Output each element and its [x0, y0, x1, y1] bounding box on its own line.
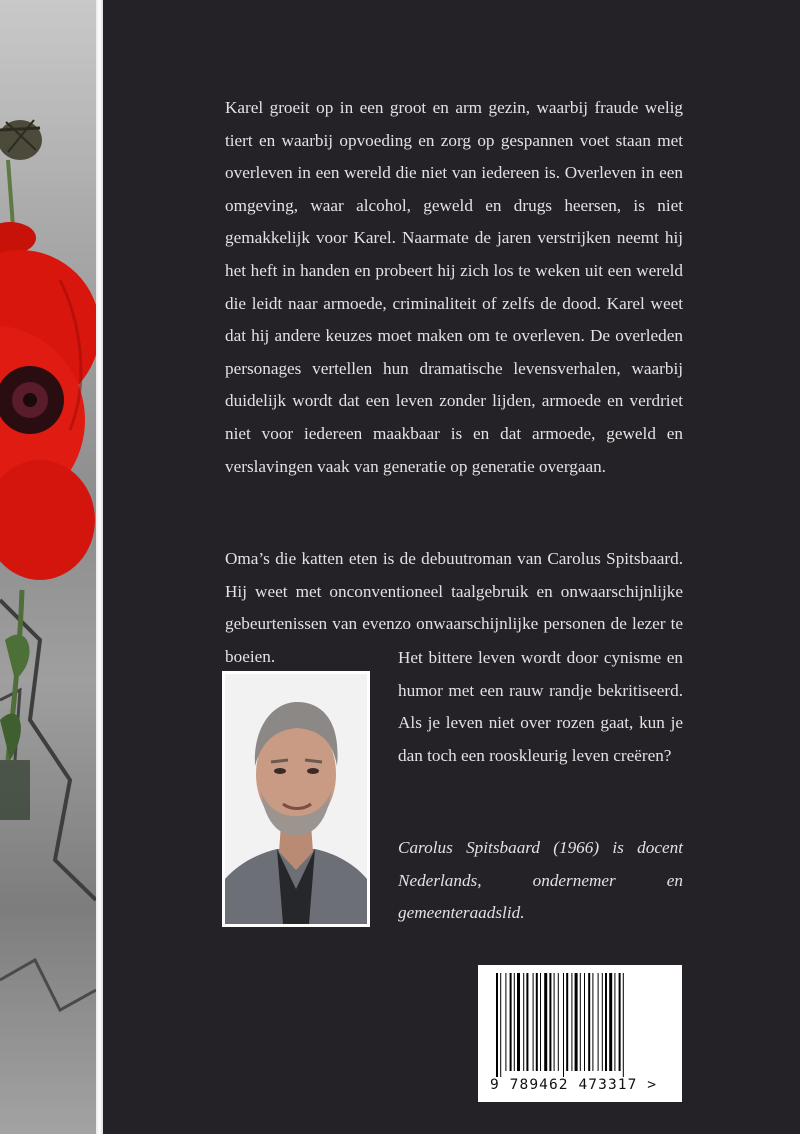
barcode-bar: [614, 973, 615, 1071]
barcode-bar: [609, 973, 612, 1071]
author-portrait-illustration: [225, 674, 367, 924]
barcode-bar: [496, 973, 498, 1077]
barcode-bar: [602, 973, 603, 1071]
description-paragraph-part1: Oma’s die katten eten is de debuutroman van Carolus Spitsbaard. Hij weet met onconventioneel taalgebruik en onwaarschijnlijke gebeurtenissen van evenzo onwaarschijnlijke personen de lezer te boeien.: [225, 549, 683, 666]
barcode-bar: [575, 973, 578, 1071]
poppy-photo-strip: [0, 0, 96, 1134]
barcode-bar: [544, 973, 547, 1071]
barcode-bar: [536, 973, 538, 1071]
barcode-bar: [540, 973, 541, 1071]
barcode-bar: [584, 973, 585, 1071]
barcode-bar: [523, 973, 524, 1071]
barcode-bar: [580, 973, 581, 1071]
barcode-bar: [588, 973, 590, 1071]
barcode-bar: [554, 973, 555, 1071]
barcode-bar: [514, 973, 515, 1071]
barcode-bar: [558, 973, 559, 1071]
barcode-bar: [500, 973, 501, 1077]
blurb-paragraph: Karel groeit op in een groot en arm gezin, waarbij fraude welig tiert en waarbij opvoeding en zorg op gespannen voet staan met overleven in een wereld die niet van iedereen is. Overleven in een omgeving, waar alcohol, geweld en drugs heersen, is niet gemakkelijk voor Karel. Naarmate de jaren verstrijken neemt hij het heft in handen en probeert hij zich los te weken uit een wereld die leidt naar armoede, criminaliteit of zelfs de dood. Karel weet dat hij andere keuzes moet maken om te overleven. De overleden personages vertellen hun dramatische levensverhalen, waarbij duidelijk wordt dat een leven zonder lijden, armoede en verdriet niet voor iedereen maakbaar is en dat armoede, geweld en verslavingen vaak van generatie op generatie overgaan.: [225, 98, 683, 476]
barcode-bar: [598, 973, 599, 1071]
isbn-barcode: [478, 965, 682, 1102]
strip-divider: [96, 0, 103, 1134]
barcode-bar: [563, 973, 564, 1077]
barcode-bar: [623, 973, 624, 1077]
author-photo: [222, 671, 370, 927]
isbn-number: 9 789462 473317 >: [490, 1077, 658, 1093]
description-paragraph-part2: Het bittere leven wordt door cynisme en humor met een rauw randje bekritiseerd. Als je leven niet over rozen gaat, kun je dan toch een rooskleurig leven creëren?: [398, 648, 683, 765]
poppy-illustration: [0, 0, 96, 1134]
barcode-bar: [605, 973, 607, 1071]
barcode-bar: [517, 973, 520, 1071]
author-bio: Carolus Spitsbaard (1966) is docent Nederlands, ondernemer en gemeenteraadslid.: [398, 838, 683, 923]
barcode-bar: [526, 973, 528, 1071]
barcode-bar: [571, 973, 572, 1071]
barcode-bar: [549, 973, 551, 1071]
barcode-bar: [592, 973, 593, 1071]
barcode-bar: [505, 973, 506, 1071]
barcode-bar: [566, 973, 568, 1071]
barcode-bar: [619, 973, 621, 1071]
barcode-bar: [510, 973, 512, 1071]
barcode-bar: [533, 973, 534, 1071]
